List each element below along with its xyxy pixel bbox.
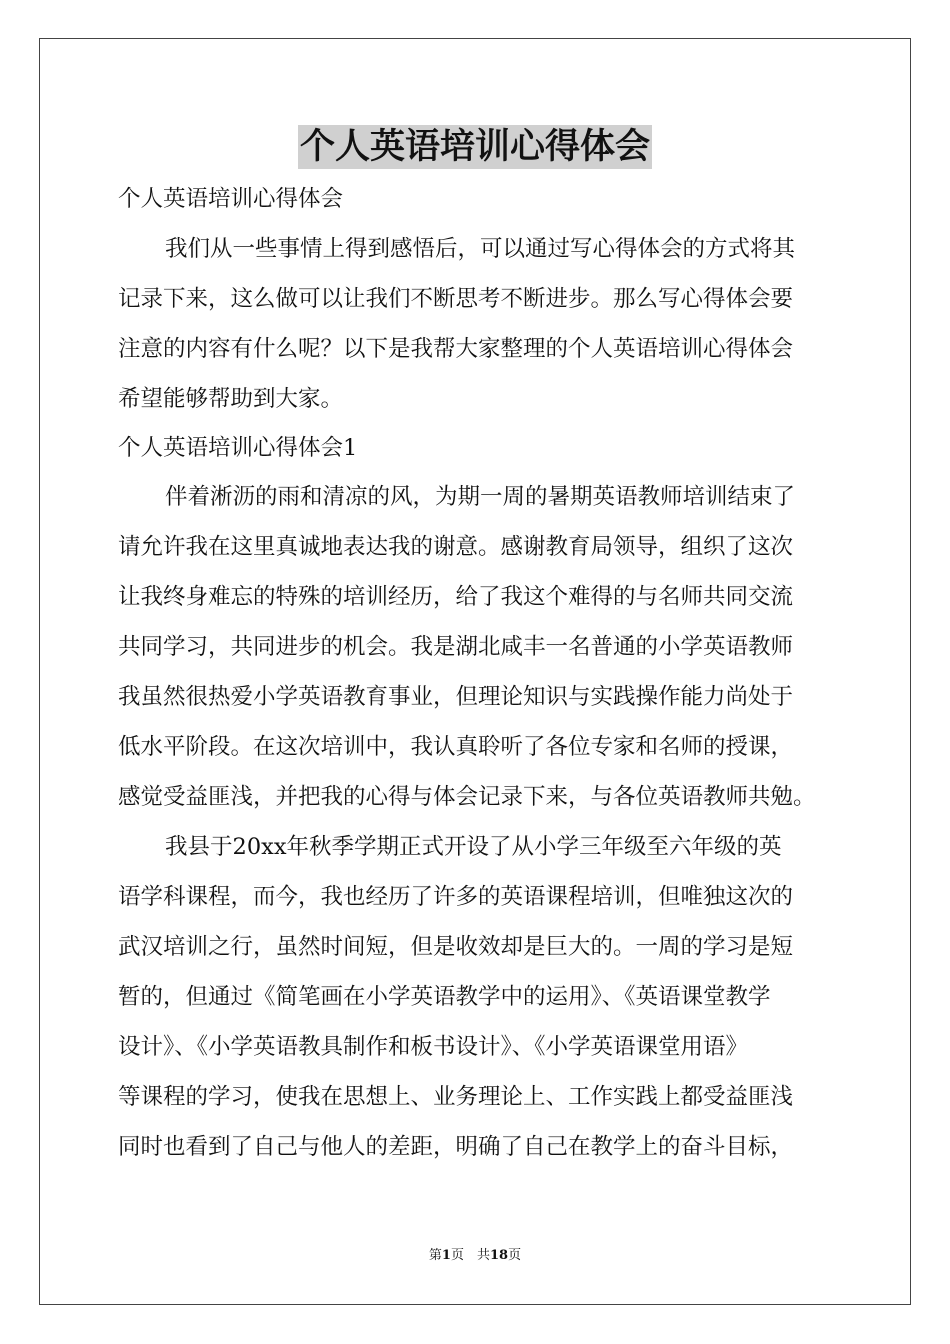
text-line: 我县于20xx年秋季学期正式开设了从小学三年级至六年级的英 xyxy=(165,834,782,860)
text-line: 低水平阶段。在这次培训中，我认真聆听了各位专家和名师的授课， xyxy=(118,734,794,760)
document-title xyxy=(0,125,950,175)
text-line: 语学科课程，而今，我也经历了许多的英语课程培训，但唯独这次的 xyxy=(118,884,794,910)
text-line: 武汉培训之行，虽然时间短，但是收效却是巨大的。一周的学习是短 xyxy=(118,934,794,960)
text-line: 等课程的学习，使我在思想上、业务理论上、工作实践上都受益匪浅 xyxy=(118,1084,794,1110)
text-line: 伴着淅沥的雨和清凉的风，为期一周的暑期英语教师培训结束了 xyxy=(165,484,796,510)
footer-prefix: 第 xyxy=(428,1248,442,1263)
text-line: 希望能够帮助到大家。 xyxy=(118,386,344,412)
document-title-text: 个人英语培训心得体会 xyxy=(299,126,650,167)
text-line: 我们从一些事情上得到感悟后，可以通过写心得体会的方式将其 xyxy=(165,236,796,262)
text-line: 注意的内容有什么呢？以下是我帮大家整理的个人英语培训心得体会 xyxy=(118,336,794,362)
text-line: 记录下来，这么做可以让我们不断思考不断进步。那么写心得体会要 xyxy=(118,286,794,312)
page-border xyxy=(39,38,911,1305)
page-footer xyxy=(0,1247,950,1265)
footer-total-pages: 18 xyxy=(489,1248,509,1263)
text-line: 请允许我在这里真诚地表达我的谢意。感谢教育局领导，组织了这次 xyxy=(118,534,794,560)
text-line: 我虽然很热爱小学英语教育事业，但理论知识与实践操作能力尚处于 xyxy=(118,684,794,710)
section-heading: 个人英语培训心得体会1 xyxy=(118,435,358,461)
text-line: 设计》、《小学英语教具制作和板书设计》、《小学英语课堂用语》 xyxy=(118,1034,749,1060)
footer-suffix: 页 xyxy=(508,1248,522,1263)
text-line: 暂的，但通过《简笔画在小学英语教学中的运用》、《英语课堂教学 xyxy=(118,984,771,1010)
text-line: 共同学习，共同进步的机会。我是湖北咸丰一名普通的小学英语教师 xyxy=(118,634,794,660)
footer-current-page: 1 xyxy=(441,1248,451,1263)
footer-mid: 页 共 xyxy=(450,1248,490,1263)
subtitle-line: 个人英语培训心得体会 xyxy=(118,186,344,212)
text-line: 让我终身难忘的特殊的培训经历，给了我这个难得的与名师共同交流 xyxy=(118,584,794,610)
text-line: 感觉受益匪浅，并把我的心得与体会记录下来，与各位英语教师共勉。 xyxy=(118,784,816,810)
text-line: 同时也看到了自己与他人的差距，明确了自己在教学上的奋斗目标， xyxy=(118,1134,794,1160)
